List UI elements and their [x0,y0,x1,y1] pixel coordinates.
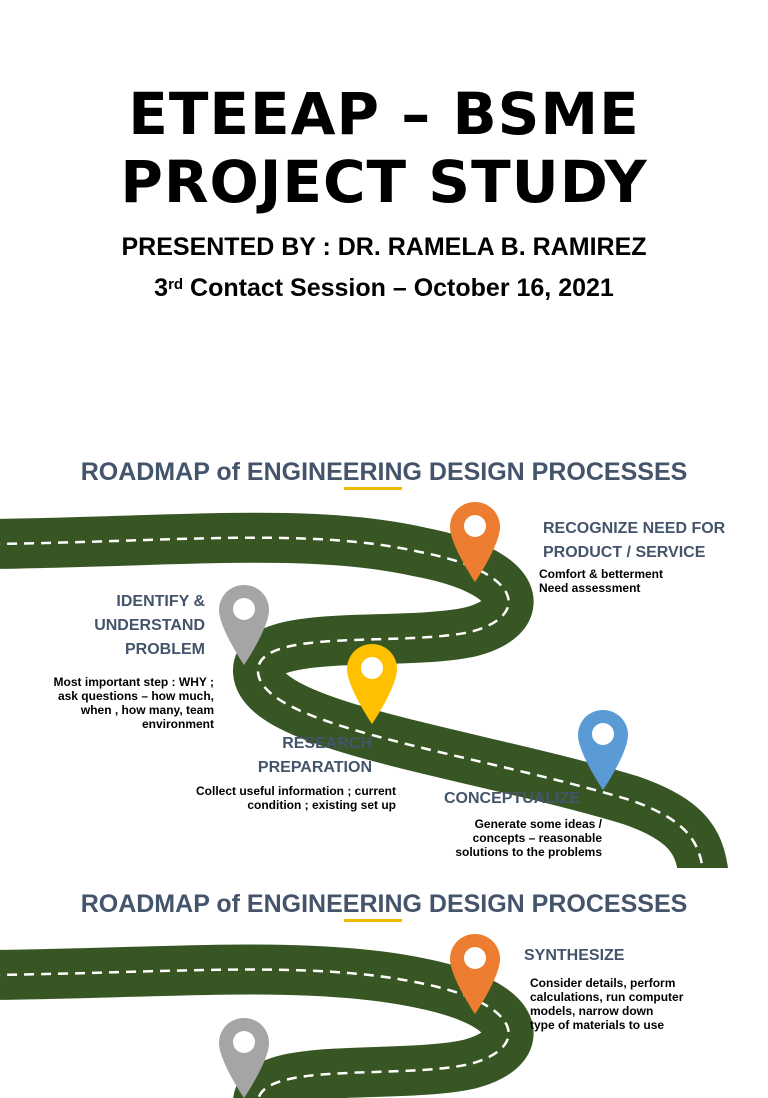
step-recognize-desc-line2: Need assessment [539,581,641,595]
step-synthesize-title: SYNTHESIZE [524,947,625,964]
roadmap-slide-1 [0,432,768,868]
step-identify-title-line3: PROBLEM [125,641,205,658]
session-date-text: Contact Session – October 16, 2021 [183,274,614,302]
step-identify-desc-line1: Most important step : WHY ; [53,675,214,689]
step-research-desc [160,784,396,812]
step-research-title-line1: RESEARCH [282,735,372,752]
step-synthesize-desc-line3: models, narrow down [530,1004,654,1018]
roadmap-heading-2-prefix: ROADMAP of ENGINE [80,890,343,918]
roadmap-heading-underlined: ERIN [342,458,403,486]
step-identify-title-line2: UNDERSTAND [94,617,205,634]
location-pin-icon-gray [219,585,269,665]
location-pin-icon-orange-2 [450,934,500,1014]
step-synthesize-desc-line1: Consider details, perform [530,976,676,990]
step-identify-title-line1: IDENTIFY & [116,593,205,610]
roadmap-slide-2 [0,868,768,1032]
session-line [0,273,768,303]
step-research-desc-line1: Collect useful information ; current [195,784,396,798]
step-recognize-desc-line1: Comfort & betterment [539,567,664,581]
step-conceptualize-desc-line2: concepts – reasonable [472,831,602,845]
step-recognize-title-line1: RECOGNIZE NEED FOR [543,520,726,537]
step-identify-desc-line4: environment [141,717,214,731]
roadmap-heading [0,458,768,487]
step-identify-title [64,590,205,662]
step-conceptualize-title-line1: CONCEPTUALIZE [444,790,580,807]
roadmap-heading-2-underlined: ERIN [342,890,403,918]
step-recognize-title-line2: PRODUCT / SERVICE [543,544,706,561]
step-recognize-desc [539,567,663,595]
location-pin-icon-yellow [347,644,397,724]
session-ordinal-suffix: rd [168,276,184,293]
step-synthesize-desc-line4: type of materials to use [530,1018,665,1032]
roadmap-heading-2-suffix: G DESIGN PROCESSES [402,890,688,918]
step-research-title-line2: PREPARATION [257,759,372,776]
slide-title-line2: PROJECT STUDY [120,148,648,216]
presenter-line: PRESENTED BY : DR. RAMELA B. RAMIREZ [121,233,647,261]
step-identify-desc-line3: when , how many, team [80,703,214,717]
slide-title-line1: ETEEAP – BSME [128,80,640,148]
step-identify-desc [20,675,214,731]
step-synthesize-desc [530,976,683,1032]
step-identify-desc-line2: ask questions – how much, [57,689,214,703]
step-conceptualize-title [444,787,580,811]
step-research-desc-line2: condition ; existing set up [247,798,396,812]
roadmap-heading-suffix: G DESIGN PROCESSES [402,458,688,486]
roadmap-heading-2 [0,890,768,919]
step-research-title [222,732,372,780]
step-conceptualize-desc-line1: Generate some ideas / [474,817,602,831]
title-slide [0,0,768,420]
roadmap-heading-prefix: ROADMAP of ENGINE [80,458,343,486]
step-synthesize-desc-line2: calculations, run computer [530,990,684,1004]
session-ordinal: 3 [154,274,169,302]
location-pin-icon-blue [578,710,628,790]
location-pin-icon-orange [450,502,500,582]
step-conceptualize-desc-line3: solutions to the problems [455,845,602,859]
location-pin-icon-gray-2 [219,1018,269,1098]
step-conceptualize-desc [420,817,602,859]
step-recognize-title [543,517,725,565]
